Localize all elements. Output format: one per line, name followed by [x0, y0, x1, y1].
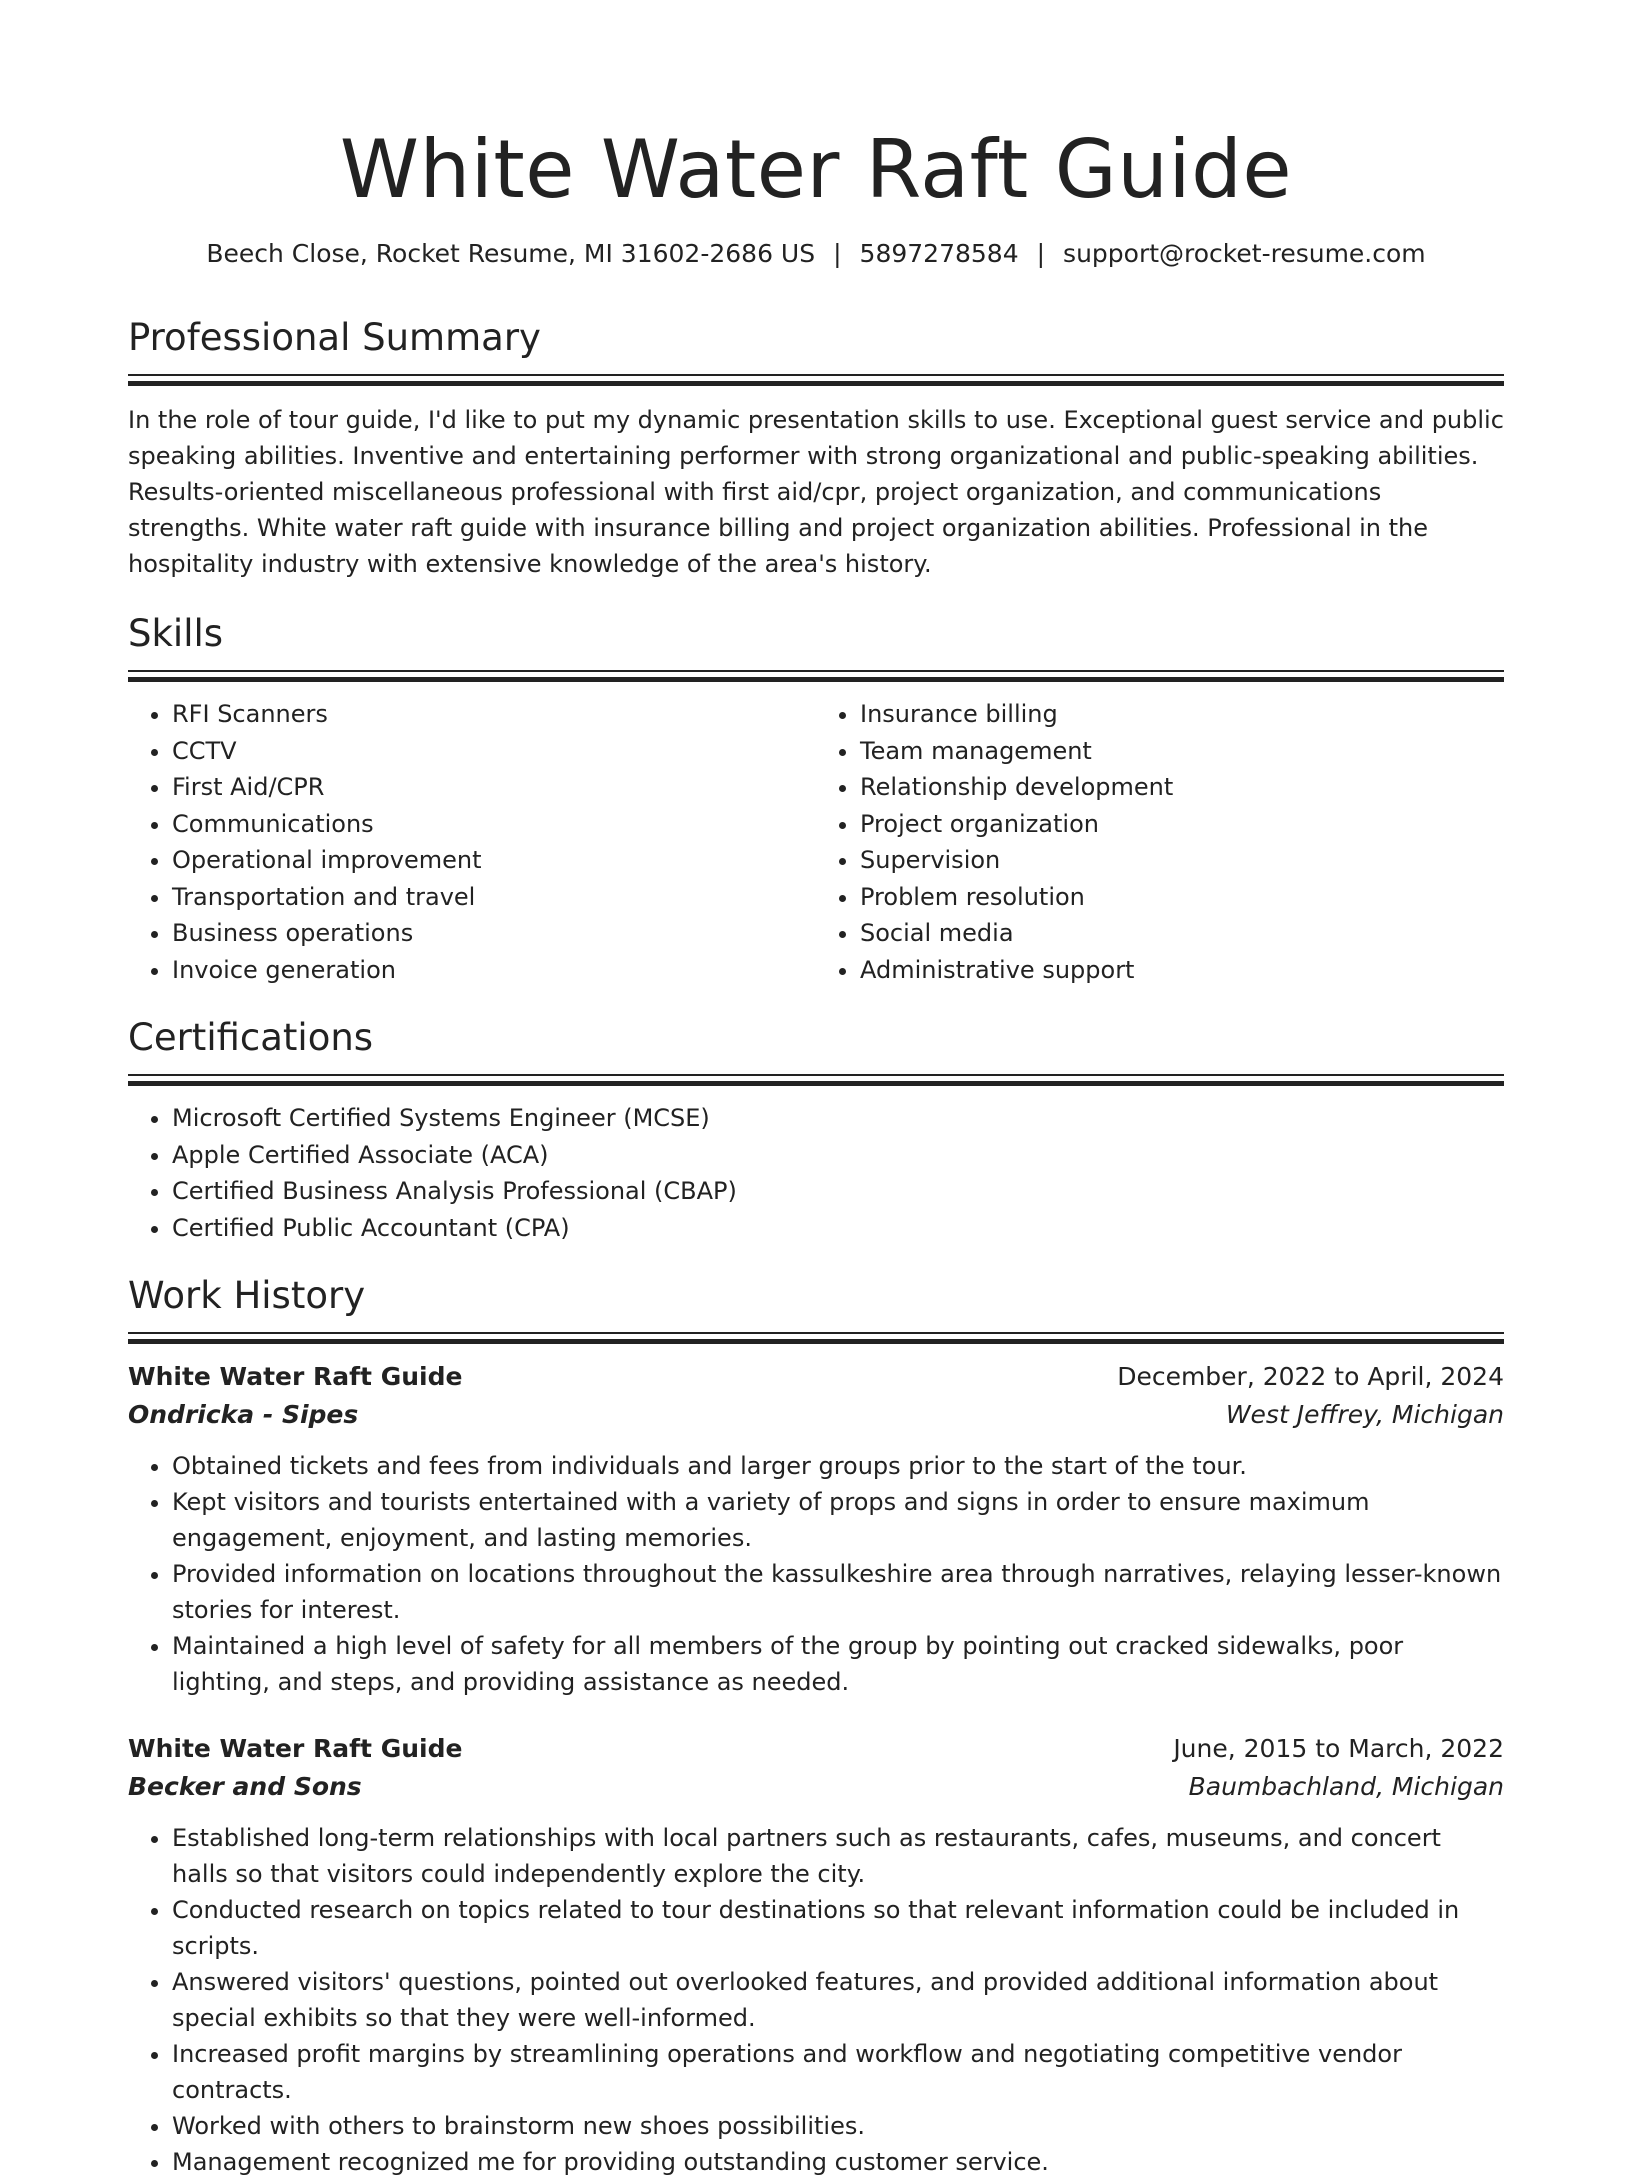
- job-header: [128, 1358, 1504, 1396]
- job-bullet: • Management recognized me for providing outstanding customer service.: [172, 2144, 1504, 2180]
- skill-item: • First Aid/CPR: [172, 769, 816, 806]
- job-bullet: • Worked with others to brainstorm new shoes possibilities.: [172, 2108, 1504, 2144]
- skill-item: • Insurance billing: [860, 696, 1504, 733]
- contact-address: Beech Close, Rocket Resume, MI 31602-2686 US: [206, 239, 816, 268]
- job-header: [128, 1730, 1504, 1768]
- skills-columns: [128, 696, 1504, 988]
- job-company: Ondricka - Sipes: [128, 1400, 359, 1429]
- skill-item: • Supervision: [860, 842, 1504, 879]
- skill-item: • Problem resolution: [860, 879, 1504, 916]
- resume-name: White Water Raft Guide: [339, 123, 1293, 216]
- skills-list-right: [816, 696, 1504, 988]
- work-history-heading: Work History: [128, 1274, 366, 1317]
- job-bullet: • Conducted research on topics related to tour destinations so that relevant information could be included in scripts.: [172, 1892, 1504, 1964]
- contact-line: [128, 236, 1504, 272]
- section-divider: [128, 1074, 1504, 1086]
- certifications-section: [128, 1014, 1504, 1246]
- skill-item: • CCTV: [172, 733, 816, 770]
- skill-item: • Team management: [860, 733, 1504, 770]
- skill-item: • Transportation and travel: [172, 879, 816, 916]
- certifications-heading: Certifications: [128, 1016, 374, 1059]
- contact-separator: |: [833, 239, 842, 268]
- contact-phone: 5897278584: [859, 239, 1019, 268]
- skill-item: • Administrative support: [860, 952, 1504, 989]
- job-subheader: [128, 1396, 1504, 1434]
- certification-item: • Microsoft Certified Systems Engineer (MCSE): [172, 1100, 1504, 1137]
- skill-item: • Business operations: [172, 915, 816, 952]
- work-history-section: [128, 1272, 1504, 2180]
- certifications-list: [128, 1100, 1504, 1246]
- skills-section: [128, 610, 1504, 988]
- job-entry: [128, 1730, 1504, 2180]
- skill-item: • Invoice generation: [172, 952, 816, 989]
- skill-item: • Relationship development: [860, 769, 1504, 806]
- section-divider: [128, 1332, 1504, 1344]
- certification-item: • Certified Business Analysis Professional (CBAP): [172, 1173, 1504, 1210]
- resume-page: [128, 0, 1504, 2180]
- skill-item: • RFI Scanners: [172, 696, 816, 733]
- job-dates: June, 2015 to March, 2022: [1173, 1734, 1504, 1763]
- skill-item: • Communications: [172, 806, 816, 843]
- section-divider: [128, 670, 1504, 682]
- skills-list-left: [128, 696, 816, 988]
- contact-separator: |: [1036, 239, 1046, 268]
- job-dates: December, 2022 to April, 2024: [1117, 1362, 1504, 1391]
- job-entry: [128, 1358, 1504, 1700]
- job-location: West Jeffrey, Michigan: [1225, 1400, 1504, 1429]
- job-bullet: • Increased profit margins by streamlining operations and workflow and negotiating competitive vendor contracts.: [172, 2036, 1504, 2108]
- job-title: White Water Raft Guide: [128, 1734, 463, 1763]
- job-bullet: • Provided information on locations throughout the kassulkeshire area through narratives, relaying lesser-known stories for interest.: [172, 1556, 1504, 1628]
- job-bullet: • Maintained a high level of safety for all members of the group by pointing out cracked sidewalks, poor lighting, and steps, and providing assistance as needed.: [172, 1628, 1504, 1700]
- job-title: White Water Raft Guide: [128, 1362, 463, 1391]
- summary-heading: Professional Summary: [128, 316, 541, 359]
- job-bullet: • Established long-term relationships with local partners such as restaurants, cafes, museums, and concert halls so that visitors could independently explore the city.: [172, 1820, 1504, 1892]
- job-bullet: • Kept visitors and tourists entertained with a variety of props and signs in order to ensure maximum engagement, enjoyment, and lasting memories.: [172, 1484, 1504, 1556]
- summary-text: In the role of tour guide, I'd like to put my dynamic presentation skills to use. Exceptional guest service and public speaking abilities. Inventive and entertaining performer with strong organizational and public-speaking abilities. Results-oriented miscellaneous professional with first aid/cpr, project organization, and communications strengths. White water raft guide with insurance billing and project organization abilities. Professional in the hospitality industry with extensive knowledge of the area's history.: [128, 406, 1504, 578]
- section-divider: [128, 374, 1504, 386]
- job-location: Baumbachland, Michigan: [1188, 1772, 1504, 1801]
- summary-section: [128, 314, 1504, 582]
- job-bullets: [128, 1448, 1504, 1700]
- skill-item: • Project organization: [860, 806, 1504, 843]
- skill-item: • Social media: [860, 915, 1504, 952]
- job-company: Becker and Sons: [128, 1772, 362, 1801]
- skill-item: • Operational improvement: [172, 842, 816, 879]
- contact-email: support@rocket-resume.com: [1063, 239, 1426, 268]
- skills-heading: Skills: [128, 612, 224, 655]
- job-bullet: • Answered visitors' questions, pointed out overlooked features, and provided additional information about special exhibits so that they were well-informed.: [172, 1964, 1504, 2036]
- job-bullets: [128, 1820, 1504, 2180]
- certification-item: • Certified Public Accountant (CPA): [172, 1210, 1504, 1247]
- job-bullet: • Obtained tickets and fees from individuals and larger groups prior to the start of the tour.: [172, 1448, 1504, 1484]
- certification-item: • Apple Certified Associate (ACA): [172, 1137, 1504, 1174]
- job-subheader: [128, 1768, 1504, 1806]
